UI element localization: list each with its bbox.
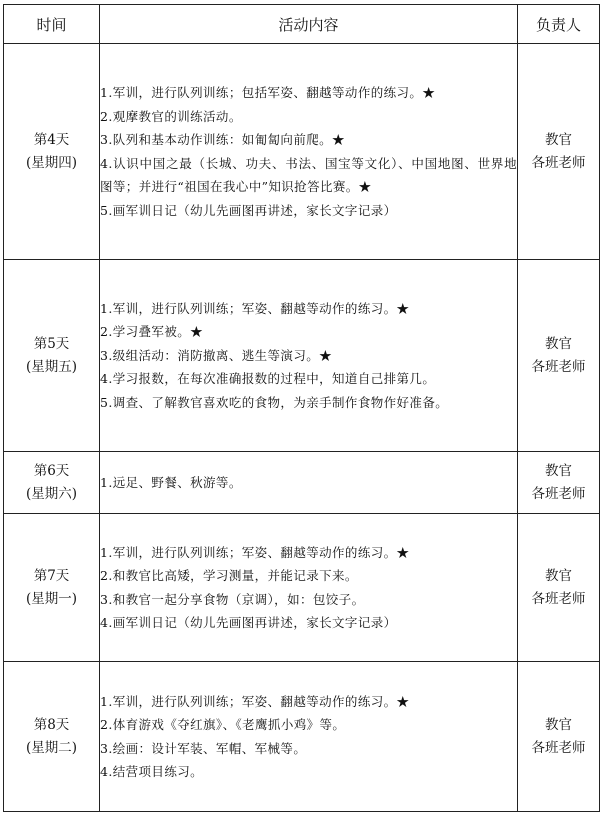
schedule-row	[4, 452, 600, 514]
responsible-instructor: 教官	[545, 131, 572, 148]
schedule-row	[4, 662, 600, 812]
schedule-row	[4, 44, 600, 260]
schedule-table	[3, 4, 600, 812]
activity-item: 1.远足、野餐、秋游等。	[100, 474, 242, 490]
activity-item: 5.画军训日记（幼儿先画图再讲述，家长文字记录）	[100, 202, 397, 218]
day-label: 第6天	[33, 462, 70, 479]
responsible-teachers: 各班老师	[531, 739, 586, 756]
activity-item: 2.学习叠军被。★	[100, 324, 204, 340]
day-label: 第5天	[33, 335, 70, 352]
weekday-label: (星期五)	[25, 358, 78, 375]
responsible-instructor: 教官	[545, 335, 572, 352]
weekday-label: (星期四)	[25, 154, 78, 171]
day-label: 第7天	[33, 567, 70, 584]
activity-item: 5.调查、了解教官喜欢吃的食物，为亲手制作食物作好准备。	[100, 394, 449, 410]
day-cell	[4, 44, 100, 260]
activity-list	[100, 297, 517, 415]
activity-item: 2.和教官比高矮，学习测量，并能记录下来。	[100, 568, 358, 583]
activity-cell	[100, 44, 518, 260]
activity-cell	[100, 662, 518, 812]
activity-list	[100, 81, 517, 222]
responsible-cell	[518, 44, 600, 260]
day-cell	[4, 662, 100, 812]
header-activity: 活动内容	[100, 5, 518, 44]
activity-list	[100, 690, 517, 784]
activity-item: 1.军训，进行队列训练；军姿、翻越等动作的练习。★	[100, 300, 410, 316]
activity-item: 4.学习报数，在每次准确报数的过程中，知道自己排第几。	[100, 371, 436, 387]
activity-item: 1.军训，进行队列训练；包括军姿、翻越等动作的练习。★	[100, 85, 436, 100]
responsible-instructor: 教官	[545, 716, 572, 733]
activity-cell	[100, 452, 518, 514]
activity-item: 4.画军训日记（幼儿先画图再讲述，家长文字记录）	[100, 615, 397, 630]
responsible-cell	[518, 662, 600, 812]
day-label: 第4天	[33, 131, 70, 148]
activity-item: 3.绘画：设计军装、军帽、军械等。	[100, 740, 307, 756]
responsible-teachers: 各班老师	[531, 485, 586, 502]
activity-item: 1.军训，进行队列训练；军姿、翻越等动作的练习。★	[100, 693, 410, 709]
day-label: 第8天	[33, 716, 70, 733]
responsible-instructor: 教官	[545, 462, 572, 479]
day-cell	[4, 514, 100, 662]
responsible-cell	[518, 452, 600, 514]
activity-item: 2.观摩教官的训练活动。	[100, 108, 242, 124]
activity-item: 3.队列和基本动作训练：如匍匐向前爬。★	[100, 132, 345, 147]
day-cell	[4, 260, 100, 452]
activity-item: 2.体育游戏《夺红旗》、《老鹰抓小鸡》等。	[100, 717, 346, 732]
responsible-cell	[518, 514, 600, 662]
activity-list	[100, 541, 517, 635]
responsible-cell	[518, 260, 600, 452]
responsible-teachers: 各班老师	[531, 590, 586, 607]
day-cell	[4, 452, 100, 514]
header-time: 时间	[4, 5, 100, 44]
activity-cell	[100, 514, 518, 662]
schedule-row	[4, 514, 600, 662]
activity-item: 4.认识中国之最（长城、功夫、书法、国宝等文化）、中国地图、世界地图等；并进行“祖国在我心中”知识抢答比赛。★	[100, 155, 517, 194]
activity-item: 3.级组活动：消防撤离、逃生等演习。★	[100, 347, 333, 363]
schedule-row	[4, 260, 600, 452]
header-row	[4, 5, 600, 44]
activity-item: 3.和教官一起分享食物（京调），如：包饺子。	[100, 591, 365, 607]
responsible-teachers: 各班老师	[531, 154, 586, 171]
responsible-teachers: 各班老师	[531, 358, 586, 375]
activity-cell	[100, 260, 518, 452]
activity-item: 4.结营项目练习。	[100, 764, 204, 779]
activity-item: 1.军训，进行队列训练；军姿、翻越等动作的练习。★	[100, 544, 410, 560]
weekday-label: (星期六)	[25, 485, 78, 502]
header-responsible: 负责人	[518, 5, 600, 44]
responsible-instructor: 教官	[545, 567, 572, 584]
weekday-label: (星期一)	[25, 590, 78, 607]
activity-list	[100, 471, 517, 495]
weekday-label: (星期二)	[25, 739, 78, 756]
